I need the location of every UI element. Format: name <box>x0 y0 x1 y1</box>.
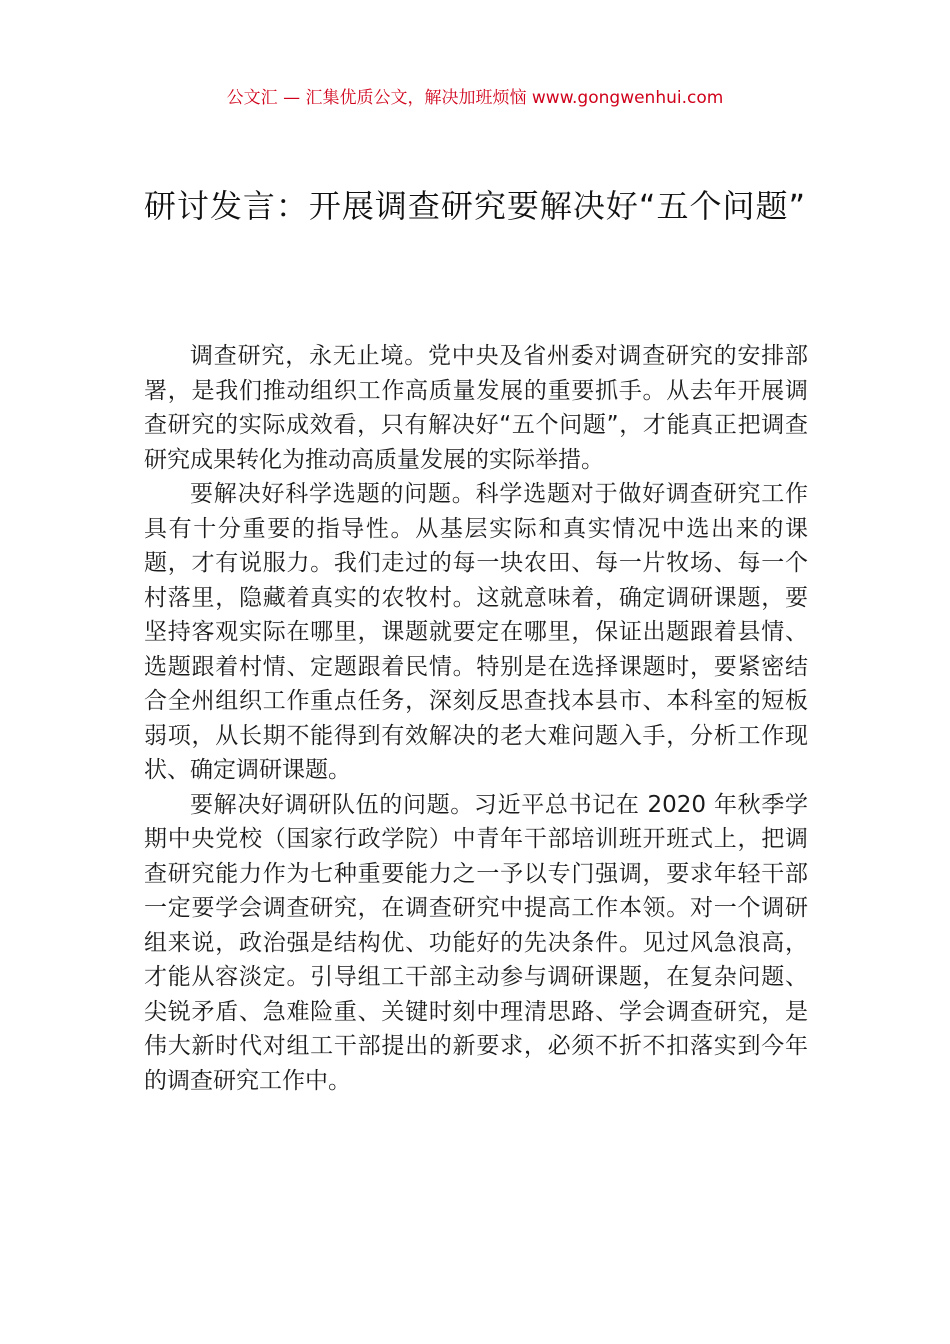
document-title: 研讨发言：开展调查研究要解决好“五个问题” <box>143 187 807 225</box>
document-body <box>144 339 808 1098</box>
paragraph-topic-selection: 要解决好科学选题的问题。科学选题对于做好调查研究工作具有十分重要的指导性。从基层实际和真实情况中选出来的课题，才有说服力。我们走过的每一块农田、每一片牧场、每一个村落里，隐藏着真实的农牧村。这就意味着，确定调研课题，要坚持客观实际在哪里，课题就要定在哪里，保证出题跟着县情、选题跟着村情、定题跟着民情。特别是在选择课题时，要紧密结合全州组织工作重点任务，深刻反思查找本县市、本科室的短板弱项，从长期不能得到有效解决的老大难问题入手，分析工作现状、确定调研课题。 <box>144 481 808 783</box>
paragraph-research-team: 要解决好调研队伍的问题。习近平总书记在 2020 年秋季学期中央党校（国家行政学院）中青年干部培训班开班式上，把调查研究能力作为七种重要能力之一予以专门强调，要求年轻干部一定要学会调查研究，在调查研究中提高工作本领。对一个调研组来说，政治强是结构优、功能好的先决条件。见过风急浪高，才能从容淡定。引导组工干部主动参与调研课题，在复杂问题、尖锐矛盾、急难险重、关键时刻中理清思路、学会调查研究，是伟大新时代对组工干部提出的新要求，必须不折不扣落实到今年的调查研究工作中。 <box>144 791 808 1094</box>
paragraph-intro: 调查研究，永无止境。党中央及省州委对调查研究的安排部署，是我们推动组织工作高质量发展的重要抓手。从去年开展调查研究的实际成效看，只有解决好“五个问题”，才能真正把调查研究成果转化为推动高质量发展的实际举措。 <box>144 343 808 473</box>
site-banner: 公文汇 — 汇集优质公文，解决加班烦恼 www.gongwenhui.com <box>226 88 724 108</box>
